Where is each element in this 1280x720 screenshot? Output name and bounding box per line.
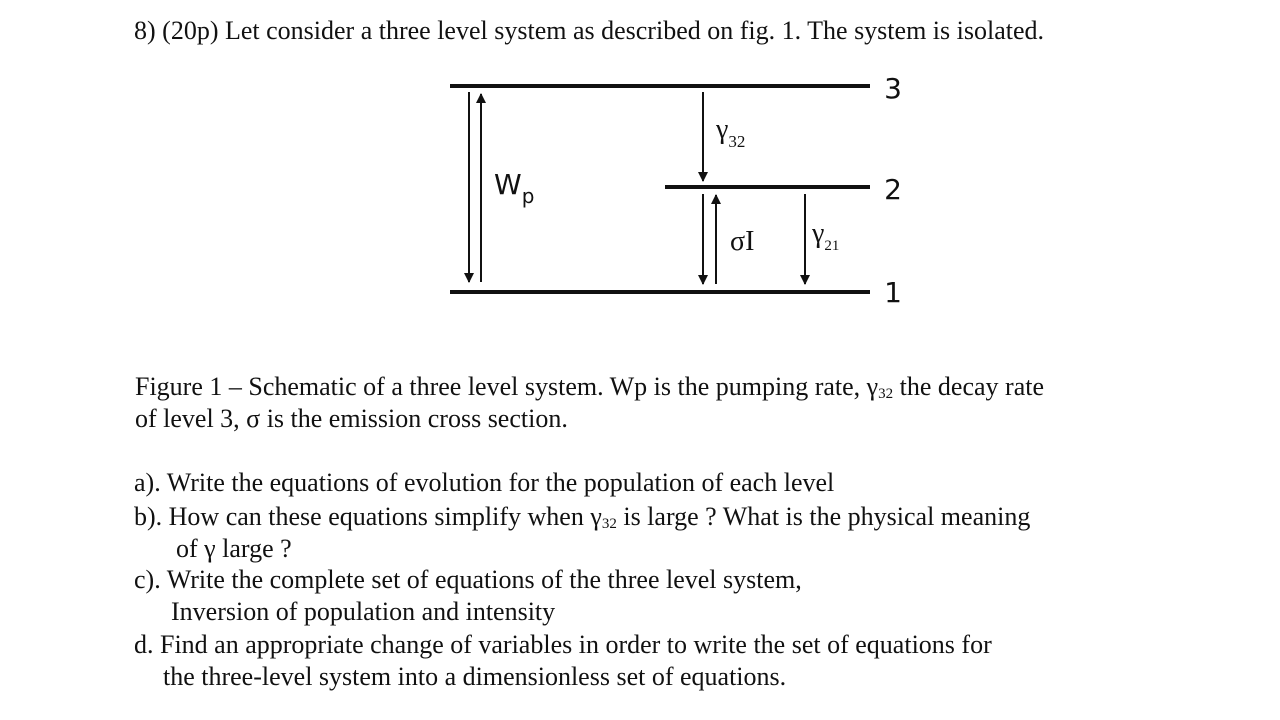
caption-text-a: Figure 1 – Schematic of a three level system. Wp is the pumping rate, γ (135, 372, 879, 401)
pump-label (494, 168, 534, 208)
question-b-text-2: of γ large ? (176, 534, 292, 563)
question-b-line2 (176, 533, 292, 565)
pump-label-sub: p (521, 184, 535, 208)
problem-header (134, 15, 1044, 47)
caption-text-2: of level 3, σ is the emission cross section. (135, 404, 568, 433)
caption-subscript: 32 (878, 386, 894, 402)
level-1-label: 1 (884, 276, 902, 309)
question-b-subscript: 32 (601, 516, 617, 532)
decay21-label (811, 218, 839, 254)
question-b-text-a: b). How can these equations simplify when γ (134, 502, 602, 531)
pump-label-base: W (494, 168, 522, 201)
question-c-text-1: c). Write the complete set of equations of the three level system, (134, 565, 802, 594)
decay32-label-base: γ (716, 114, 729, 145)
figure-caption-line2 (135, 403, 568, 435)
decay32-label-sub: 32 (728, 132, 746, 151)
question-c-line1 (134, 564, 802, 596)
question-b-text-b: is large ? What is the physical meaning (616, 502, 1031, 531)
level-3-label: 3 (884, 72, 902, 105)
question-a-text: a). Write the equations of evolution for the population of each level (134, 468, 835, 497)
stim-label: σI (730, 226, 755, 257)
question-d-line1 (134, 629, 992, 661)
decay21-label-base: γ (812, 218, 825, 249)
question-d-text-2: the three-level system into a dimensionless set of equations. (163, 662, 787, 691)
question-c-text-2: Inversion of population and intensity (171, 597, 556, 626)
problem-header-text: 8) (20p) Let consider a three level system as described on fig. 1. The system is isolated. (134, 16, 1044, 45)
question-d-text-1: d. Find an appropriate change of variables in order to write the set of equations for (134, 630, 992, 659)
caption-text-b: the decay rate (893, 372, 1045, 401)
decay21-label-sub: 21 (824, 238, 840, 254)
three-level-diagram (440, 70, 900, 310)
question-d-line2 (163, 661, 786, 693)
question-c-line2 (171, 596, 555, 628)
level-2-label: 2 (884, 173, 902, 206)
question-a (134, 467, 834, 499)
decay32-label (715, 114, 745, 151)
